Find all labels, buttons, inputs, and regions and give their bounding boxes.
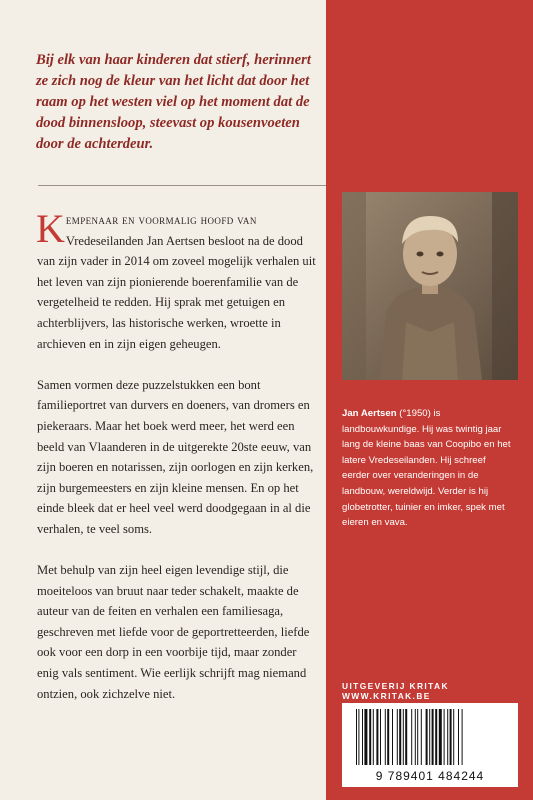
barcode-bar (358, 709, 359, 765)
drop-cap: K (36, 206, 65, 251)
publisher-info (342, 681, 518, 701)
barcode-bar (462, 709, 463, 765)
publisher-url[interactable]: WWW.KRITAK.BE (342, 691, 431, 701)
barcode-bar (417, 709, 418, 765)
barcode-bar (415, 709, 416, 765)
author-bio-text: (°1950) is landbouwkundige. Hij was twintig jaar lang de kleine baas van Coopibo en het latere Vredeseilanden. Hij schreef eerder over veranderingen in de landbouw, wereldwijd. Verder is hij globetrotter, tuinier en imker, spek met eieren en vava. (342, 408, 511, 529)
isbn-barcode (342, 703, 518, 787)
barcode-bar (380, 709, 381, 765)
blurb-paragraph-3: Met behulp van zijn heel eigen levendige stijl, die moeiteloos van bruut naar teder schakelt, maakte de auteur van de feiten en verhalen een familiesaga, geschreven met liefde voor de geportretteerden, liefde ook voor een dorp in een voorbije tijd, maar zonder enig vals sentiment. Wie eerlijk schrijft mag niemand ontzien, ook zichzelve niet. (37, 563, 310, 701)
blurb-text (36, 206, 321, 725)
barcode-bar (373, 709, 374, 765)
barcode-bar (387, 709, 389, 765)
barcode-bar (435, 709, 437, 765)
blurb-paragraph-2: Samen vormen deze puzzelstukken een bont familieportret van durvers en doeners, van dromers en piekeraars. Maar het boek werd meer, het werd een beeld van Vlaanderen in de uitgerekte 20ste eeuw, van zijn boeren en notarissen, zijn oorlogen en zijn kerken, zijn burgemeesters en zijn kleine mensen. En op het einde bleek dat er heel veel werd doodgegaan in al die verhalen, te veel soms. (37, 377, 314, 536)
barcode-bar (426, 709, 428, 765)
barcode-bar (444, 709, 445, 765)
pull-quote: Bij elk van haar kinderen dat stierf, herinnert ze zich nog de kleur van het licht dat door het raam op het westen viel op het moment dat de dood binnensloop, steevast op kousenvoeten door de achterdeur. (36, 52, 311, 152)
author-name: Jan Aertsen (342, 408, 397, 419)
barcode-bar (439, 709, 442, 765)
barcode-bar (356, 709, 357, 765)
barcode-bar (421, 709, 422, 765)
blurb-paragraph-1 (36, 206, 321, 354)
barcode-bar (376, 709, 378, 765)
barcode-bar (458, 709, 459, 765)
small-caps-lead: empenaar en voormalig hoofd van (65, 213, 257, 227)
barcode-bar (411, 709, 412, 765)
publisher-name: UITGEVERIJ KRITAK (342, 681, 449, 691)
barcode-bar (453, 709, 454, 765)
author-photo (342, 192, 518, 380)
barcode-bar (450, 709, 452, 765)
barcode-bar (405, 709, 407, 765)
barcode-bar (432, 709, 434, 765)
barcode-bar (392, 709, 393, 765)
barcode-bar (385, 709, 386, 765)
divider-line (38, 185, 326, 186)
author-photo-image (342, 192, 518, 380)
barcode-bar (397, 709, 398, 765)
barcode-bar (362, 709, 363, 765)
paragraph-1-text: Vredeseilanden Jan Aertsen besloot na de dood van zijn vader in 2014 om zoveel mogelijk verhalen uit het leven van zijn pionierende boerenfamilie van de vergetelheid te redden. Hij sprak met getuigen en achterblijvers, las historische werken, wroette in archieven en in zijn eigen geheugen. (37, 233, 316, 351)
barcode-bar (399, 709, 401, 765)
barcode-bars (342, 703, 518, 769)
barcode-bar (429, 709, 430, 765)
isbn-number: 9 789401 484244 (375, 769, 485, 783)
author-bio (342, 406, 512, 531)
barcode-bar (447, 709, 448, 765)
barcode-bar (369, 709, 371, 765)
barcode-bar (403, 709, 404, 765)
barcode-bar (364, 709, 367, 765)
red-panel (326, 0, 533, 800)
